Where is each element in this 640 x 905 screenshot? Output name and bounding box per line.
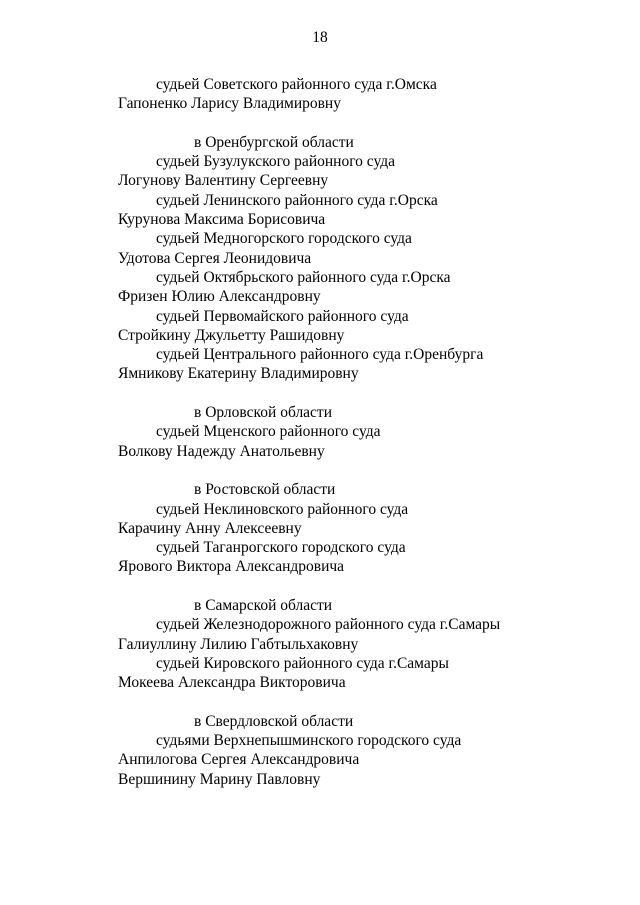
appointee-name: Ярового Виктора Александровича: [118, 558, 345, 576]
court-position-line: судьей Центрального районного суда г.Оренбурга: [156, 346, 484, 364]
page-number: 18: [312, 29, 328, 46]
appointee-name: Гапоненко Ларису Владимировну: [118, 95, 341, 113]
section-spacer: [0, 384, 640, 403]
section-spacer: [0, 461, 640, 480]
appointee-name: Удотова Сергея Леонидовича: [118, 249, 312, 267]
region-heading: в Ростовской области: [194, 481, 336, 499]
court-position-line: судьей Бузулукского районного суда: [156, 153, 396, 171]
court-position-line: судьей Ленинского районного суда г.Орска: [156, 191, 438, 209]
court-position-line: судьей Октябрьского районного суда г.Орска: [156, 268, 451, 286]
section-spacer: [0, 693, 640, 712]
appointee-name: Курунова Максима Борисовича: [118, 211, 326, 229]
court-position-line: судьей Мценского районного суда: [156, 423, 381, 441]
appointee-name: Вершинину Марину Павловну: [118, 770, 321, 788]
court-position-line: судьей Советского районного суда г.Омска: [156, 76, 437, 93]
appointee-name: Ямникову Екатерину Владимировну: [118, 365, 359, 383]
court-position-line: судьей Медногорского городского суда: [156, 230, 412, 248]
court-position-line: судьей Кировского районного суда г.Самары: [156, 654, 449, 672]
appointee-name: Карачину Анну Алексеевну: [118, 519, 302, 537]
appointee-name: Волкову Надежду Анатольевну: [118, 442, 325, 460]
appointee-name: Мокеева Александра Викторовича: [118, 674, 346, 692]
court-position-line: судьей Таганрогского городского суда: [156, 539, 406, 557]
region-heading: в Самарской области: [194, 597, 333, 615]
court-position-line: судьями Верхнепышминского городского суда: [156, 732, 462, 750]
appointment-list: [0, 75, 640, 789]
appointee-name: Стройкину Джульетту Рашидовну: [118, 326, 345, 344]
section-spacer: [0, 114, 640, 133]
appointee-name: Фризен Юлию Александровну: [118, 288, 321, 306]
region-heading: в Свердловской области: [194, 712, 354, 730]
appointee-name: Логунову Валентину Сергеевну: [118, 172, 329, 190]
court-position-line: судьей Первомайского районного суда: [156, 307, 409, 325]
region-heading: в Орловской области: [194, 404, 333, 422]
court-position-line: судьей Железнодорожного районного суда г.Самары: [156, 616, 501, 634]
region-heading: в Оренбургской области: [194, 133, 354, 151]
court-position-line: судьей Неклиновского районного суда: [156, 500, 409, 518]
section-spacer: [0, 577, 640, 596]
appointee-name: Галиуллину Лилию Габтыльхаковну: [118, 635, 359, 653]
appointee-name: Анпилогова Сергея Александровича: [118, 751, 360, 769]
